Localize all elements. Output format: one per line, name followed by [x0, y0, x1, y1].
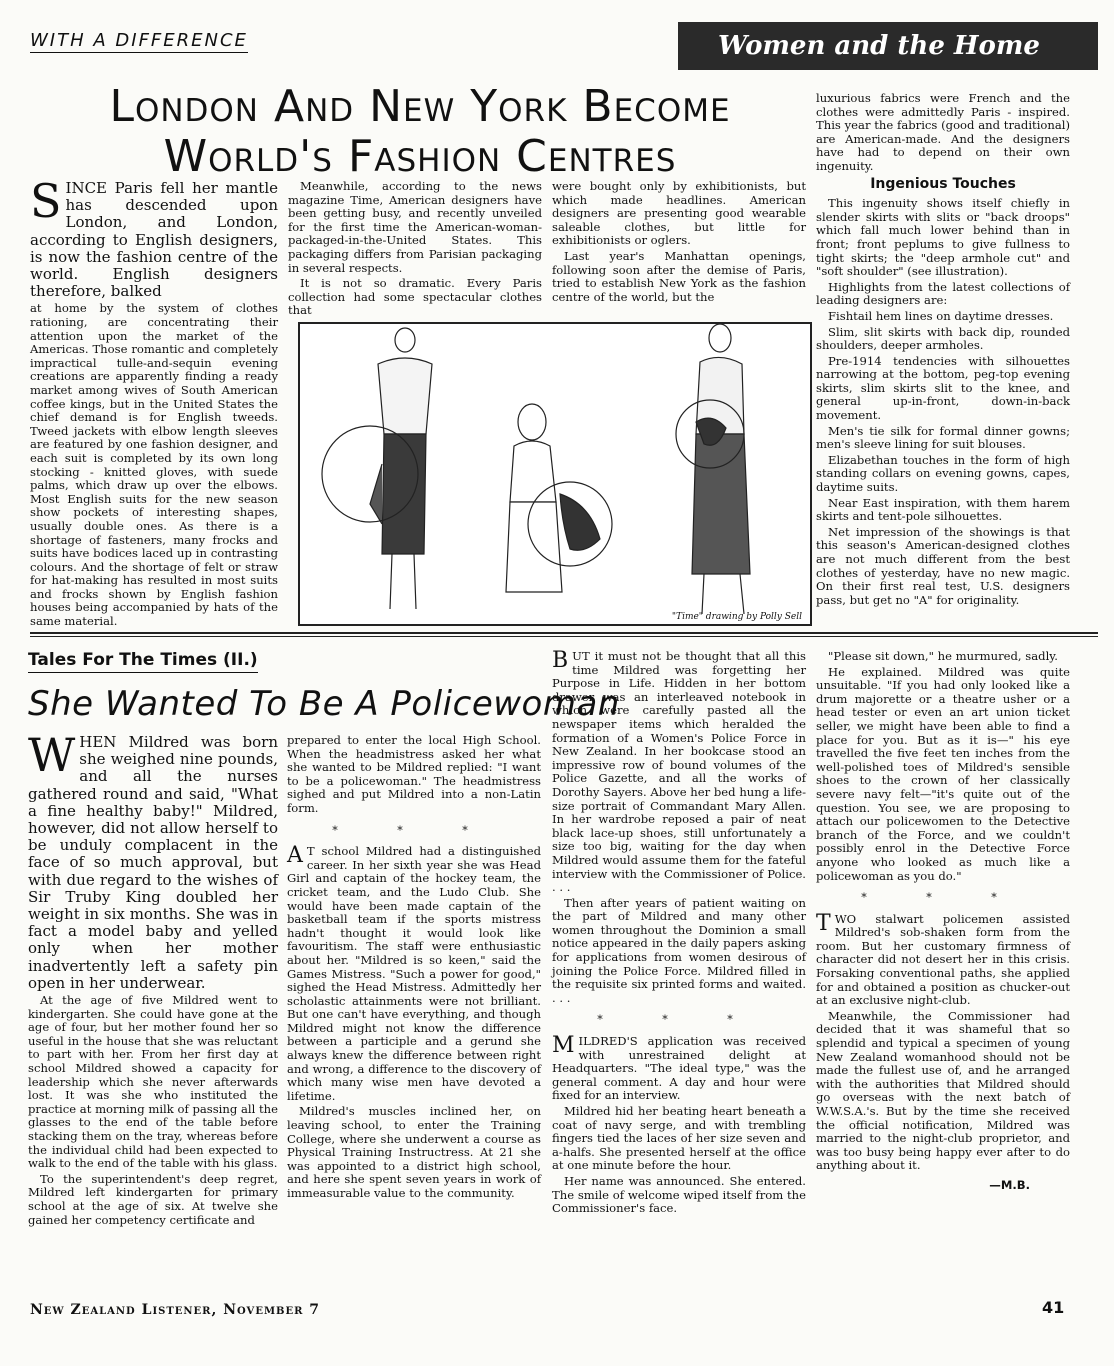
drop-cap: T [816, 910, 831, 936]
fashion-col4-para: Fishtail hem lines on daytime dresses. [828, 308, 1054, 323]
publication-footer: New Zealand Listener, November 7 [30, 1302, 321, 1318]
story-col4-p2: He explained. Mildred was quite unsuitable. "If you had only looked like a drum majorette or a theatre usher or a head tester or even an art union ticket seller, we might have been able to find a place for you. But as it is—" his eye travelled the five feet ten inches from the well-polished toes of Mildred's sensible shoes to the crown of her classically severe navy felt—"it's quite out of the question. You see, we are proposing to attach our policewomen to the Detective branch of the Force, and we couldn't possibly enrol in the Detective Force anyone who looked as much like a policewoman as you do." [816, 664, 1070, 883]
story-col3-p4: Mildred hid her beating heart beneath a coat of navy serge, and with trembling fingers tied the laces of her size seven and a-halfs. She presented herself at the office at one minute before the hour. [552, 1104, 806, 1173]
fashion-col4-para: Highlights from the latest collections of leading designers are: [816, 279, 1070, 308]
drop-cap: B [552, 648, 569, 673]
story-col2-p1: prepared to enter the local High School. When the headmistress asked her what she wanted to be Mildred replied: "I want to be a policewoman." The headmistress sighed and put Mildred into a non-Latin form. [287, 733, 541, 815]
story-col1-para: To the superintendent's deep regret, Mildred left kindergarten for primary school at the age of six. At twelve she gained her competency certificate and [28, 1171, 278, 1227]
story-col4-p4: Meanwhile, the Commissioner had decided that it was shameful that so splendid and typical a specimen of young New Zealand womanhood should not be made the fullest use of, and he arranged with the authorities that Mildred should go overseas with the next batch of W.W.S.A.'s. But by the time she received the official notification, Mildred was married to the night-club proprietor, and was too busy being happy ever after to do anything about it. [816, 1008, 1070, 1173]
story-col3-p5: Her name was announced. She entered. The smile of welcome wiped itself from the Commissioner's face. [552, 1173, 806, 1216]
drop-cap: S [30, 174, 62, 228]
fashion-col4-para: Net impression of the showings is that this season's American-designed clothes are not much different from the best clothes of yesterday, have no new magic. On their first real test, U.S. designers pass, but get no "A" for originality. [816, 524, 1070, 607]
fashion-col4-para: Elizabethan touches in the form of high standing collars on evening gowns, capes, daytime suits. [816, 452, 1070, 495]
story-col4-p1: "Please sit down," he murmured, sadly. [828, 649, 1058, 663]
fashion-col4-para: Slim, slit skirts with back dip, rounded shoulders, deeper armholes. [816, 324, 1070, 353]
story-col4-p3: WO stalwart policemen assisted Mildred's sob-shaken form from the room. But her customary firmness of character did not desert her in this crisis. Forsaking conventional paths, she applied for and obtained a position as chucker-out at an exclusive night-club. [816, 911, 1070, 1008]
section-divider [30, 632, 1098, 634]
story-title: She Wanted To Be A Policewoman [28, 684, 620, 724]
fashion-column-4 [816, 92, 1070, 609]
section-divider-thin [30, 636, 1098, 637]
fashion-col4-para: This ingenuity shows itself chiefly in slender skirts with slits or "back droops" which fall much lower behind than in front; front peplums to give fullness to tight skirts; the "deep armhole cut" and "soft shoulder" (see illustration). [816, 196, 1070, 279]
section-break-stars: * * * [597, 1013, 761, 1027]
story-col3-p2: Then after years of patient waiting on the part of Mildred and many other women throughout the Dominion a small notice appeared in the daily papers asking for applications from women desirous of joining the Police Force. Mildred filled in the requisite six printed forms and waited. . . . [552, 895, 806, 1005]
headline-line-2: World's Fashion Centres [163, 131, 677, 182]
story-column-1 [28, 728, 278, 1229]
story-col3-p3: ILDRED'S application was received with unrestrained delight at Headquarters. "The ideal type," was the general comment. A day and hour were fixed for an interview. [552, 1034, 806, 1103]
fashion-col4-para: Near East inspiration, with them harem skirts and tent-pole silhouettes. [816, 495, 1070, 524]
fashion-col2-p1: Meanwhile, according to the news magazine Time, American designers have been getting busy, and recently unveiled for the first time the American-woman-packaged-in-the-United States. This packaging differs from Parisian packaging in several respects. [288, 179, 542, 275]
fashion-lead: INCE Paris fell her mantle has descended upon London, and London, according to English designers, is now the fashion centre of the world. English designers therefore, balked [30, 179, 278, 301]
fashion-col3-p1: were bought only by exhibitionists, but which made headlines. American designers are presenting good wearable saleable clothes, but little for exhibitionists or oglers. [552, 179, 806, 248]
page-number: 41 [1042, 1298, 1065, 1317]
section-kicker: WITH A DIFFERENCE [30, 30, 248, 51]
section-banner: Women and the Home [678, 22, 1098, 70]
story-column-2 [287, 734, 541, 1203]
subhead-ingenious-touches: Ingenious Touches [870, 175, 1016, 192]
headline-line-1: London And New York Become [109, 81, 731, 132]
story-col2-p2: T school Mildred had a distinguished career. In her sixth year she was Head Girl and captain of the hockey team, the cricket team, and the Ludo Club. She would have been made captain of the basketball team if the sports mistress hadn't thought it would look like favouritism. The staff were enthusiastic about her. "Mildred is so keen," said the Games Mistress. "Such a power for good," sighed the Head Mistress. Admittedly her scholastic attainments were not brilliant. But one can't have everything, and though Mildred might not know the difference between a participle and a gerund she always knew the difference between right and wrong, a difference to the discovery of which many wise men have devoted a lifetime. [287, 844, 541, 1103]
story-col1-para: At the age of five Mildred went to kindergarten. She could have gone at the age of four, but her mother found her so useful in the house that she was reluctant to part with her. From her first day at school Mildred showed a capacity for leadership which she never afterwards lost. It was she who instituted the practice at morning milk of passing all the glasses to the end of the table before stacking them on the tray, whereas before the individual child had been expected to walk to the end of the table with his glass. [28, 993, 278, 1171]
story-column-4 [816, 650, 1070, 1193]
story-lead: HEN Mildred was born she weighed nine pounds, and all the nurses gathered round and said, "What a fine healthy baby!" Mildred, however, did not allow herself to be unduly complacent in the face of so much approval, but with due regard to the wishes of Sir Truby King doubled her weight in six months. She was in fact a model baby and yelled only when her mother inadvertently left a safety pin open in her underwear. [28, 733, 278, 992]
fashion-col2-p2: It is not so dramatic. Every Paris collection had some spectacular clothes that [288, 276, 542, 318]
story-column-3 [552, 650, 806, 1218]
story-col3-p1: UT it must not be thought that all this time Mildred was forgetting her Purpose in Life. Hidden in her bottom drawer was an interleaved notebook in which were carefully pasted all the newspaper items which heralded the formation of a Women's Police Force in New Zealand. In her bookcase stood an impressive row of bound volumes of the Police Gazette, and all the works of Dorothy Sayers. Above her bed hung a life-size portrait of Commandant Mary Allen. In her wardrobe reposed a pair of neat black lace-up shoes, still unfortunately a size too big, waiting for the day when Mildred would assume them for the fateful interview with the Commissioner of Police. . . . [552, 649, 806, 895]
figure-middle [506, 404, 612, 592]
fashion-col3-p2: Last year's Manhattan openings, following soon after the demise of Paris, tried to establish New York as the fashion centre of the world, but the [552, 248, 806, 304]
illustration-caption: "Time" drawing by Polly Sell [671, 612, 802, 622]
drop-cap: A [287, 843, 303, 869]
fashion-col4-para: Pre-1914 tendencies with silhouettes narrowing at the bottom, peg-top evening skirts, slim skirts slit to the knee, and general up-in-front, down-in-back movement. [816, 353, 1070, 423]
fashion-column-2 [288, 180, 542, 320]
fashion-col4-para: Men's tie silk for formal dinner gowns; men's sleeve lining for suit blouses. [816, 423, 1070, 452]
fashion-col4-p1: luxurious fabrics were French and the clothes were admittedly Paris - inspired. This year the fabrics (good and traditional) are American-made. And the designers have had to depend on their own ingenuity. [816, 91, 1070, 173]
drop-cap: W [28, 728, 76, 782]
story-col2-p3: Mildred's muscles inclined her, on leaving school, to enter the Training College, where she underwent a course as Physical Training Instructress. At 21 she was appointed to a district high school, and here she spent seven years in work of immeasurable value to the community. [287, 1104, 541, 1200]
fashion-column-1 [30, 174, 278, 631]
fashion-column-3 [552, 180, 806, 306]
figure-right [676, 324, 750, 614]
fashion-col1-text: at home by the system of clothes rationing, are concentrating their attention upon the market of the Americas. Those romantic and completely impractical tulle-and-sequin evening creations are apparently finding a ready market among wives of South American coffee kings, but in the United States the chief demand is for English tweeds. Tweed jackets with elbow length sleeves are featured by one fashion designer, and each suit is completed by its own long stocking - knitted gloves, with suede palms, which draw up over the elbows. Most English suits for the new season show pockets of interesting shapes, usually double ones. As there is a shortage of fasteners, many frocks and suits have bodices laced up in contrasting colours. And the shortage of felt or straw for hat-making has resulted in most suits and frocks shown by English fashion houses being accompanied by hats of the same material. [30, 301, 278, 629]
author-signature: —M.B. [989, 1177, 1030, 1192]
fashion-illustration [298, 322, 812, 626]
figure-left [322, 328, 432, 609]
section-break-stars: * * * [861, 891, 1025, 905]
headline [30, 82, 810, 182]
drop-cap: M [552, 1033, 575, 1059]
section-break-stars: * * * [332, 823, 496, 837]
fashion-drawing [300, 324, 810, 624]
series-title: Tales For The Times (II.) [28, 650, 258, 673]
